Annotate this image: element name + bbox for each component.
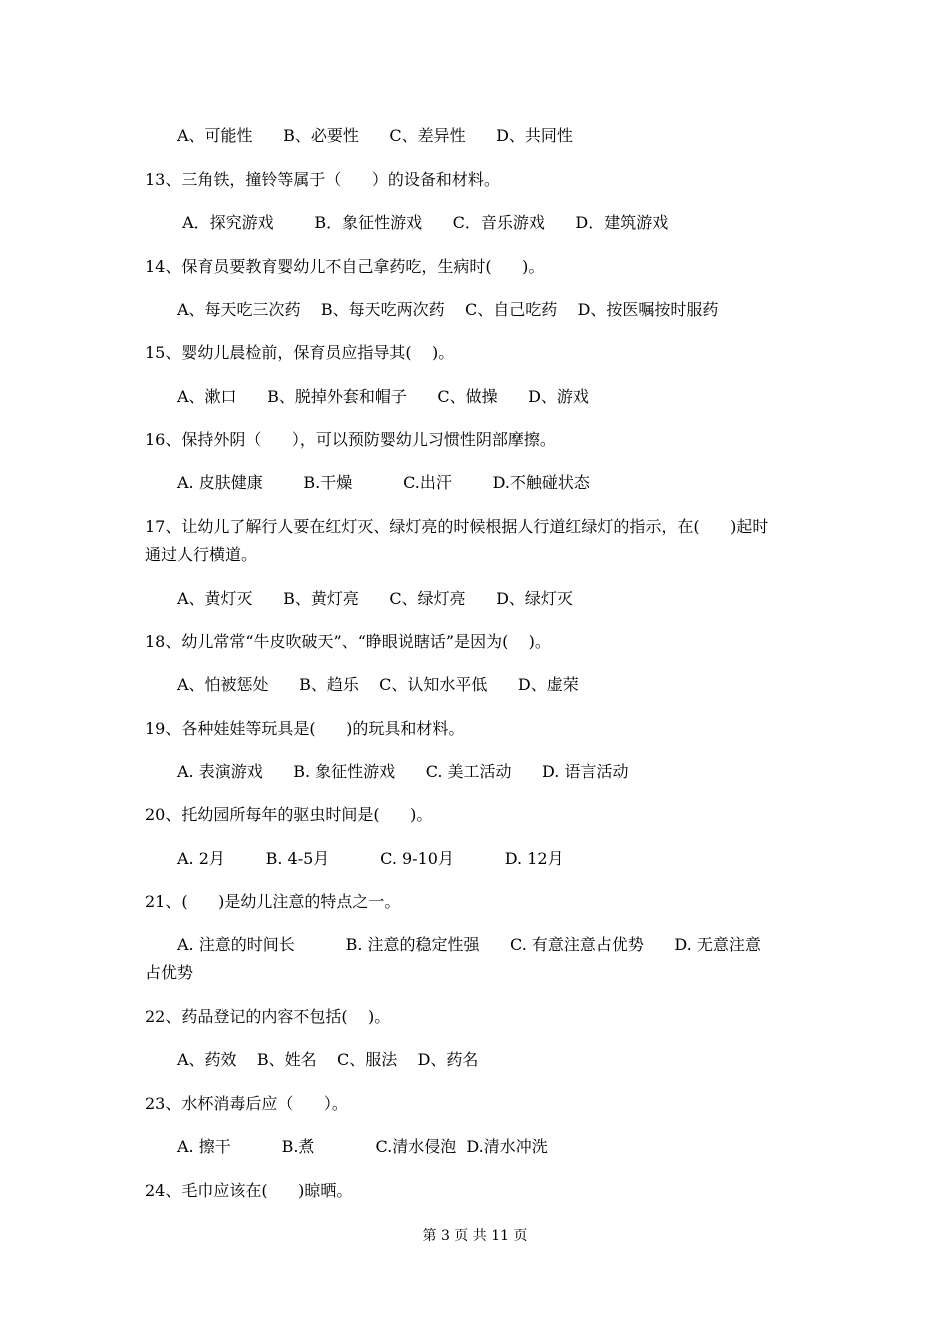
q22-question: 22、药品登记的内容不包括( )。 [145,1007,391,1026]
q13-options: A．探究游戏 B．象征性游戏 C．音乐游戏 D．建筑游戏 [177,213,669,232]
q18-question: 18、幼儿常常“牛皮吹破天”、“睁眼说瞎话”是因为( )。 [145,632,551,651]
page-number-footer: 第 3 页 共 11 页 [422,1228,528,1244]
q17-question-line1: 17、让幼儿了解行人要在红灯灭、绿灯亮的时候根据人行道红绿灯的指示，在( )起时 [145,517,769,536]
q20-question: 20、托幼园所每年的驱虫时间是( )。 [145,805,433,824]
q17-options: A、黄灯灭 B、黄灯亮 C、绿灯亮 D、绿灯灭 [177,589,573,608]
q16-options: A. 皮肤健康 B.干燥 C.出汗 D.不触碰状态 [177,473,590,492]
q12-options: A、可能性 B、必要性 C、差异性 D、共同性 [177,126,573,145]
q21-question: 21、( )是幼儿注意的特点之一。 [145,892,401,911]
q15-question: 15、婴幼儿晨检前，保育员应指导其( )。 [145,343,455,362]
q21-options-line1: A. 注意的时间长 B. 注意的稳定性强 C. 有意注意占优势 D. 无意注意 [177,935,761,954]
q20-options: A. 2月 B. 4-5月 C. 9-10月 D. 12月 [177,849,564,868]
q24-question: 24、毛巾应该在( )晾晒。 [145,1181,353,1200]
q21-options-line2: 占优势 [145,963,194,982]
q14-options: A、每天吃三次药 B、每天吃两次药 C、自己吃药 D、按医嘱按时服药 [177,300,719,319]
q15-options: A、漱口 B、脱掉外套和帽子 C、做操 D、游戏 [177,387,589,406]
q16-question: 16、保持外阴（ ），可以预防婴幼儿习惯性阴部摩擦。 [145,430,556,449]
q19-question: 19、各种娃娃等玩具是( )的玩具和材料。 [145,719,465,738]
q14-question: 14、保育员要教育婴幼儿不自己拿药吃，生病时( )。 [145,257,545,276]
q19-options: A. 表演游戏 B. 象征性游戏 C. 美工活动 D. 语言活动 [177,762,629,781]
q17-question-line2: 通过人行横道。 [145,545,258,564]
q23-question: 23、水杯消毒后应（ ）。 [145,1094,348,1113]
q23-options: A. 擦干 B.煮 C.清水侵泡 D.清水冲洗 [177,1137,548,1156]
q22-options: A、药效 B、姓名 C、服法 D、药名 [177,1050,479,1069]
q18-options: A、怕被惩处 B、趋乐 C、认知水平低 D、虚荣 [177,675,579,694]
q13-question: 13、三角铁，撞铃等属于（ ）的设备和材料。 [145,170,500,189]
